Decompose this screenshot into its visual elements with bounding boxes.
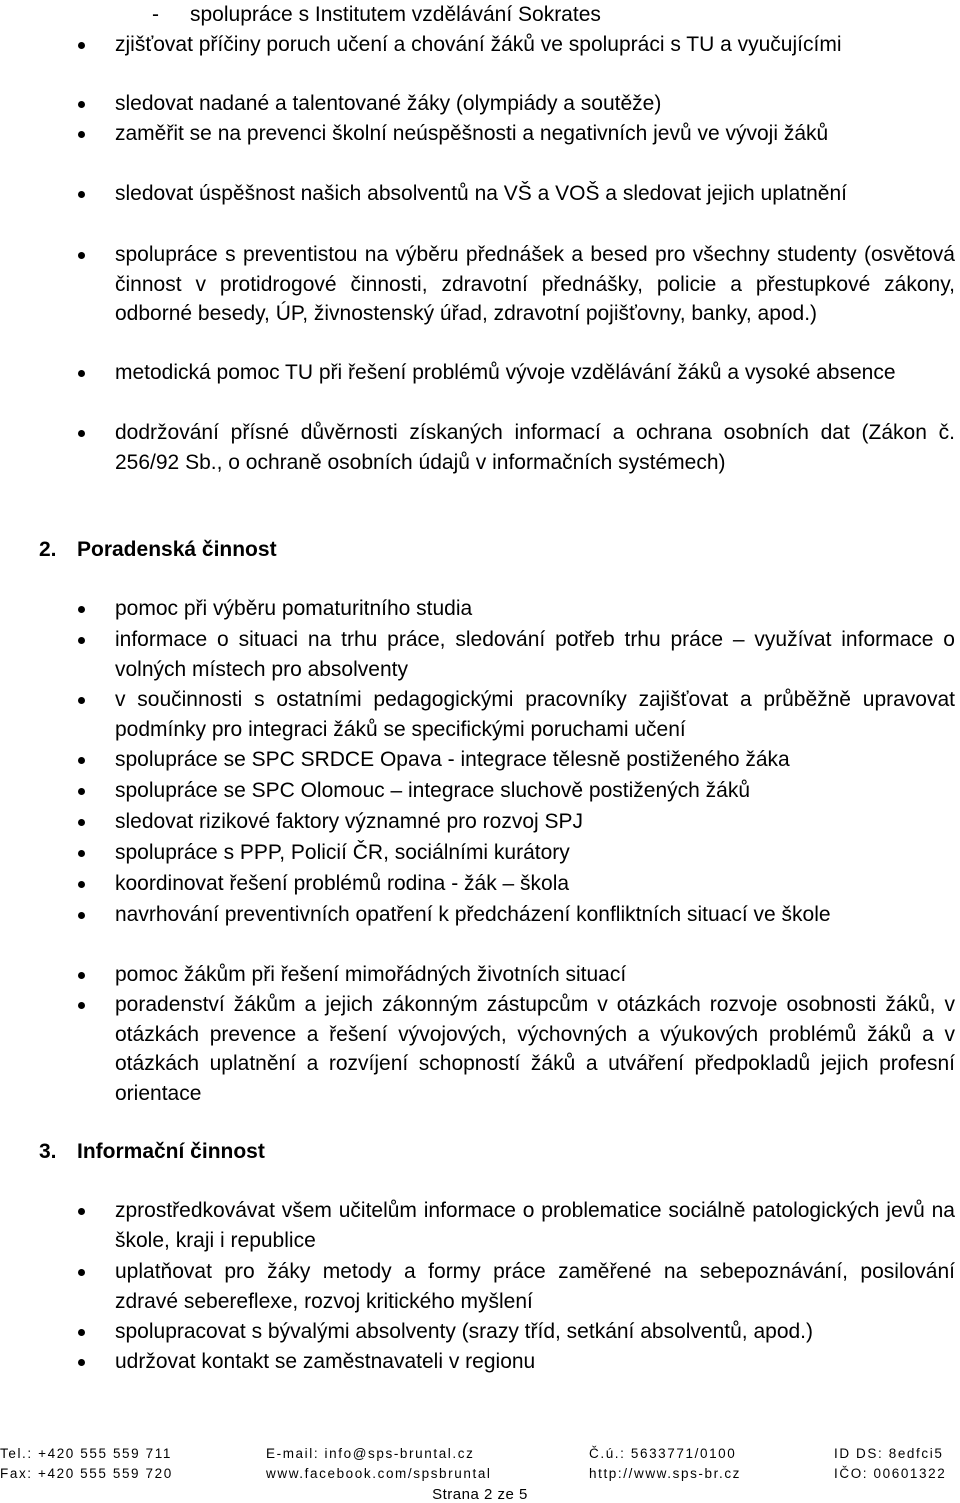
section-title: Poradenská činnost xyxy=(77,538,277,561)
list-item xyxy=(115,1317,955,1347)
bullet-icon xyxy=(78,819,85,826)
bullet-icon xyxy=(78,637,85,644)
list-item xyxy=(115,990,955,1108)
bullet-icon xyxy=(78,972,85,979)
list-item-text: udržovat kontakt se zaměstnavateli v regionu xyxy=(115,1350,536,1373)
dash-list-item xyxy=(152,0,601,30)
bullet-icon xyxy=(78,1002,85,1009)
list-item-text: v součinnosti s ostatními pedagogickými pracovníky zajišťovat a průběžně upravovat podmínky pro integraci žáků se specifickými poruchami učení xyxy=(115,688,955,741)
list-item xyxy=(115,119,955,149)
list-item xyxy=(115,1347,955,1377)
list-item-text: poradenství žákům a jejich zákonným zástupcům v otázkách rozvoje osobnosti žáků, v otázkách prevence a řešení vývojových, výchovných a výukových problémů žáků a v otázkách uplatnění a rozvíjení schopností žáků a utváření předpokladů jejich profesní orientace xyxy=(115,993,955,1105)
list-item xyxy=(115,869,955,899)
bullet-icon xyxy=(78,1269,85,1276)
list-item-text: pomoc žákům při řešení mimořádných životních situací xyxy=(115,963,627,986)
footer-data-box-id: ID DS: 8edfci5 xyxy=(834,1446,944,1461)
list-item-text: spolupráce se SPC Olomouc – integrace sluchově postižených žáků xyxy=(115,779,751,802)
bullet-icon xyxy=(78,191,85,198)
list-item-text: uplatňovat pro žáky metody a formy práce zaměřené na sebepoznávání, posilování zdravé sebereflexe, rozvoj kritického myšlení xyxy=(115,1260,955,1313)
footer-tel: Tel.: +420 555 559 711 xyxy=(0,1446,172,1461)
list-item-text: zaměřit se na prevenci školní neúspěšnosti a negativních jevů ve vývoji žáků xyxy=(115,122,829,145)
list-item xyxy=(115,240,955,329)
bullet-icon xyxy=(78,912,85,919)
footer-facebook-link[interactable]: www.facebook.com/spsbruntal xyxy=(266,1466,492,1481)
list-item xyxy=(115,807,955,837)
bullet-icon xyxy=(78,430,85,437)
bullet-icon xyxy=(78,131,85,138)
bullet-icon xyxy=(78,606,85,613)
list-item-text: navrhování preventivních opatření k předcházení konfliktních situací ve škole xyxy=(115,903,831,926)
list-item-text: zprostředkovávat všem učitelům informace o problematice sociálně patologických jevů na škole, kraji i republice xyxy=(115,1199,955,1252)
list-item xyxy=(115,179,955,209)
list-item xyxy=(115,960,955,990)
section-heading xyxy=(39,1137,265,1167)
bullet-icon xyxy=(78,252,85,259)
list-item-text: pomoc při výběru pomaturitního studia xyxy=(115,597,473,620)
bullet-icon xyxy=(78,757,85,764)
list-item xyxy=(115,625,955,684)
list-item-text: dodržování přísné důvěrnosti získaných informací a ochrana osobních dat (Zákon č. 256/92 Sb., o ochraně osobních údajů v informačních systémech) xyxy=(115,421,955,474)
bullet-icon xyxy=(78,101,85,108)
section-title: Informační činnost xyxy=(77,1140,265,1163)
list-item xyxy=(115,776,955,806)
list-item xyxy=(115,685,955,744)
list-item-text: spolupráce s preventistou na výběru přednášek a besed pro všechny studenty (osvětová činnost v protidrogové činnosti, zdravotní přednášky, policie a přestupkové zákony, odborné besedy, ÚP, živnostenský úřad, zdravotní pojišťovny, banky, apod.) xyxy=(115,243,955,325)
list-item xyxy=(115,89,955,119)
list-item-text: informace o situaci na trhu práce, sledování potřeb trhu práce – využívat informace o volných místech pro absolventy xyxy=(115,628,955,681)
list-item-text: koordinovat řešení problémů rodina - žák – škola xyxy=(115,872,570,895)
list-item-text: spolupráce s PPP, Policií ČR, sociálními kurátory xyxy=(115,841,570,864)
footer-bank-account: Č.ú.: 5633771/0100 xyxy=(589,1446,737,1461)
dash-marker: - xyxy=(152,3,159,26)
list-item xyxy=(115,594,955,624)
dash-item-text: spolupráce s Institutem vzdělávání Sokrates xyxy=(190,3,601,26)
list-item-text: metodická pomoc TU při řešení problémů vývoje vzdělávání žáků a vysoké absence xyxy=(115,361,896,384)
bullet-icon xyxy=(78,370,85,377)
section-number: 2. xyxy=(39,538,57,561)
bullet-icon xyxy=(78,1208,85,1215)
bullet-icon xyxy=(78,881,85,888)
section-heading xyxy=(39,535,277,565)
bullet-icon xyxy=(78,42,85,49)
bullet-icon xyxy=(78,697,85,704)
list-item xyxy=(115,418,955,477)
list-item-text: sledovat rizikové faktory významné pro rozvoj SPJ xyxy=(115,810,584,833)
list-item-text: sledovat úspěšnost našich absolventů na VŠ a VOŠ a sledovat jejich uplatnění xyxy=(115,182,847,205)
list-item-text: spolupracovat s bývalými absolventy (srazy tříd, setkání absolventů, apod.) xyxy=(115,1320,814,1343)
footer-email[interactable]: E-mail: info@sps-bruntal.cz xyxy=(266,1446,475,1461)
list-item xyxy=(115,358,955,388)
footer-ico: IČO: 00601322 xyxy=(834,1466,947,1481)
list-item-text: zjišťovat příčiny poruch učení a chování žáků ve spolupráci s TU a vyučujícími xyxy=(115,33,842,56)
list-item xyxy=(115,900,955,930)
page-number: Strana 2 ze 5 xyxy=(432,1486,528,1503)
list-item xyxy=(115,1196,955,1255)
list-item xyxy=(115,30,955,60)
list-item xyxy=(115,1257,955,1316)
list-item xyxy=(115,838,955,868)
section-number: 3. xyxy=(39,1140,57,1163)
list-item-text: spolupráce se SPC SRDCE Opava - integrace tělesně postiženého žáka xyxy=(115,748,790,771)
bullet-icon xyxy=(78,1359,85,1366)
list-item xyxy=(115,745,955,775)
footer-fax: Fax: +420 555 559 720 xyxy=(0,1466,173,1481)
bullet-icon xyxy=(78,788,85,795)
list-item-text: sledovat nadané a talentované žáky (olympiády a soutěže) xyxy=(115,92,662,115)
bullet-icon xyxy=(78,1329,85,1336)
bullet-icon xyxy=(78,850,85,857)
footer-web-link[interactable]: http://www.sps-br.cz xyxy=(589,1466,742,1481)
